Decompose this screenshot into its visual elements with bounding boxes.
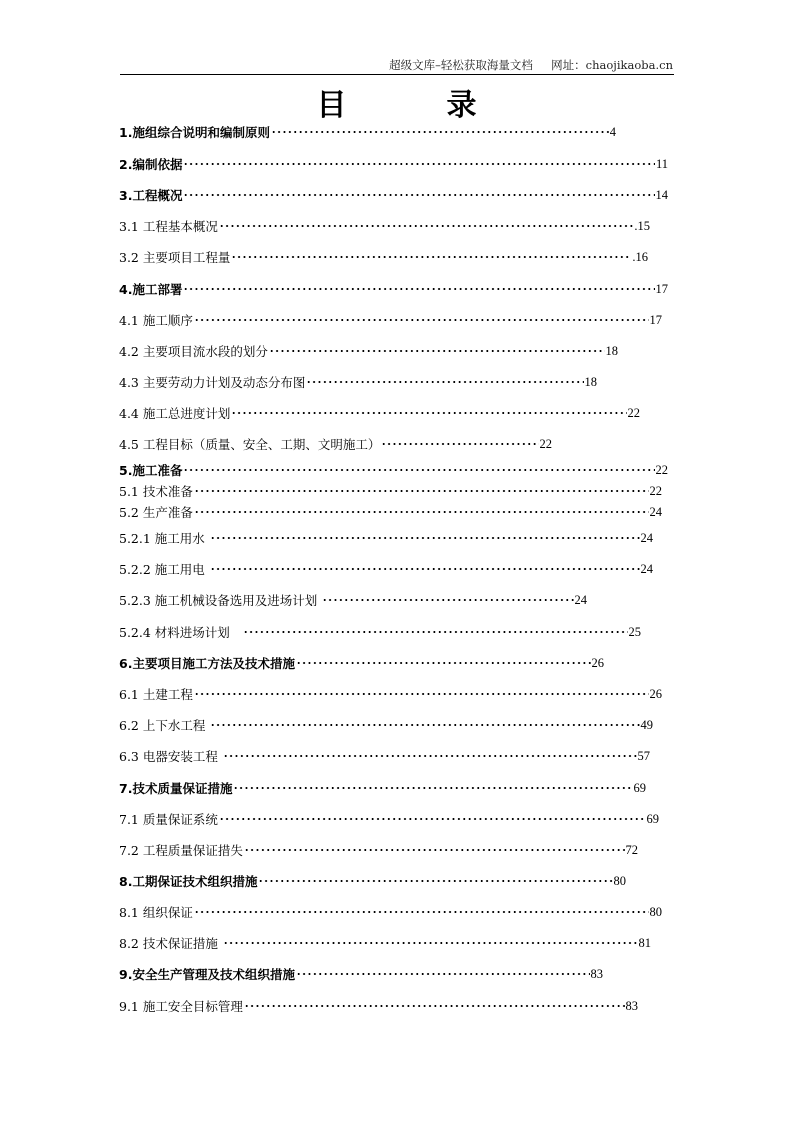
title-char-1: 目 (316, 88, 347, 123)
toc-entry[interactable] (119, 156, 668, 172)
toc-entry-title: 1.施组综合说明和编制原则 (119, 125, 270, 140)
toc-page-number: 17 (655, 281, 668, 296)
toc-page-number: 26 (591, 655, 604, 670)
toc-leader-dots (194, 318, 649, 322)
toc-leader-dots (210, 567, 640, 571)
toc-entry[interactable] (119, 561, 653, 577)
toc-entry[interactable] (119, 904, 662, 920)
toc-entry-title: 4.2 主要项目流水段的划分 (119, 344, 268, 359)
toc-entry-title: 3.2 主要项目工程量 (119, 250, 231, 265)
toc-entry-title: 4.3 主要劳动力计划及动态分布图 (119, 375, 306, 390)
toc-entry[interactable] (119, 343, 618, 359)
toc-page-number: 69 (633, 780, 646, 795)
toc-page-number: 24 (640, 561, 653, 576)
toc-leader-dots (306, 380, 583, 384)
toc-entry[interactable] (119, 842, 638, 858)
toc-entry-title: 5.2.3 施工机械设备选用及进场计划 (119, 593, 322, 608)
toc-leader-dots (233, 786, 632, 790)
toc-page-number: 22 (539, 436, 552, 451)
toc-page-number: .15 (634, 218, 650, 233)
toc-page-number: 14 (655, 187, 668, 202)
toc-entry-title: 7.2 工程质量保证措失 (119, 843, 243, 858)
toc-entry-title: 2.编制依据 (119, 157, 183, 172)
toc-entry-title: 5.2 生产准备 (119, 505, 193, 520)
toc-page-number: 83 (625, 998, 638, 1013)
toc-page-number: 4 (609, 124, 616, 139)
toc-entry-title: 4.5 工程目标（质量、安全、工期、文明施工） (119, 437, 381, 452)
toc-leader-dots (219, 817, 646, 821)
toc-leader-dots (296, 661, 591, 665)
toc-leader-dots (296, 972, 590, 976)
toc-page-number: 72 (625, 842, 638, 857)
toc-leader-dots (183, 162, 655, 166)
toc-page-number: 24 (574, 592, 587, 607)
toc-entry[interactable] (119, 717, 653, 733)
toc-leader-dots (322, 598, 573, 602)
toc-entry[interactable] (119, 748, 650, 764)
toc-entry-title: 8.1 组织保证 (119, 905, 193, 920)
toc-entry[interactable] (119, 592, 587, 608)
toc-leader-dots (183, 468, 654, 472)
toc-entry[interactable] (119, 811, 659, 827)
toc-page-number: 18 (584, 374, 597, 389)
toc-entry[interactable] (119, 935, 651, 951)
toc-entry[interactable] (119, 187, 668, 203)
toc-page-number: 22 (649, 483, 662, 498)
toc-page-number: 83 (590, 966, 603, 981)
toc-page-number: 69 (646, 811, 659, 826)
toc-page-number: 80 (613, 873, 626, 888)
toc-entry-title: 6.主要项目施工方法及技术措施 (119, 656, 295, 671)
toc-page-number: 24 (640, 530, 653, 545)
toc-entry[interactable] (119, 873, 626, 889)
toc-entry-title: 9.1 施工安全目标管理 (119, 999, 243, 1014)
toc-entry-title: 5.施工准备 (119, 463, 183, 478)
toc-entry-title: 4.4 施工总进度计划 (119, 406, 231, 421)
toc-entry-title: 3.1 工程基本概况 (119, 219, 218, 234)
toc-page-number: .16 (632, 249, 648, 264)
toc-entry[interactable] (119, 281, 668, 297)
toc-leader-dots (194, 692, 649, 696)
toc-entry[interactable] (119, 124, 616, 140)
toc-entry[interactable] (119, 624, 641, 640)
toc-entry[interactable] (119, 436, 552, 452)
toc-page-number: 49 (640, 717, 653, 732)
toc-entry[interactable] (119, 462, 668, 478)
toc-entry-title: 3.工程概况 (119, 188, 183, 203)
toc-page-number: 80 (649, 904, 662, 919)
toc-leader-dots (231, 411, 626, 415)
toc-entry[interactable] (119, 249, 648, 265)
toc-entry[interactable] (119, 966, 603, 982)
toc-leader-dots (223, 941, 638, 945)
toc-page-number: 18 (605, 343, 618, 358)
toc-page-number: 22 (655, 462, 668, 477)
page-title (0, 80, 793, 124)
toc-entry[interactable] (119, 218, 650, 234)
toc-entry-title: 6.1 土建工程 (119, 687, 193, 702)
toc-entry-title: 7.技术质量保证措施 (119, 781, 233, 796)
toc-entry-title: 5.2.2 施工用电 (119, 562, 209, 577)
toc-entry[interactable] (119, 312, 662, 328)
toc-entry[interactable] (119, 780, 646, 796)
toc-leader-dots (258, 879, 612, 883)
toc-entry-title: 9.安全生产管理及技术组织措施 (119, 967, 295, 982)
page-header: 超级文库–轻松获取海量文档 网址：chaojikaoba.cn (389, 58, 673, 72)
toc-entry-title: 8.工期保证技术组织措施 (119, 874, 258, 889)
toc-leader-dots (194, 910, 649, 914)
toc-leader-dots (231, 255, 631, 259)
toc-leader-dots (210, 536, 640, 540)
toc-entry-title: 7.1 质量保证系统 (119, 812, 218, 827)
toc-entry-title: 5.2.1 施工用水 (119, 531, 209, 546)
toc-leader-dots (183, 193, 654, 197)
toc-leader-dots (243, 630, 628, 634)
toc-leader-dots (219, 224, 634, 228)
toc-leader-dots (244, 1004, 625, 1008)
toc-entry-title: 4.1 施工顺序 (119, 313, 193, 328)
toc-entry-title: 6.2 上下水工程 (119, 718, 210, 733)
title-char-2: 录 (446, 88, 477, 123)
toc-leader-dots (210, 723, 639, 727)
toc-page-number: 22 (627, 405, 640, 420)
toc-page-number: 11 (655, 156, 668, 171)
toc-entry[interactable] (119, 998, 638, 1014)
toc-entry-title: 6.3 电器安装工程 (119, 749, 222, 764)
toc-page-number: 17 (649, 312, 662, 327)
toc-page-number: 24 (649, 504, 662, 519)
toc-entry[interactable] (119, 655, 604, 671)
header-divider (120, 74, 674, 75)
toc-page-number: 26 (649, 686, 662, 701)
toc-leader-dots (194, 510, 649, 514)
toc-entry[interactable] (119, 483, 662, 499)
toc-entry[interactable] (119, 405, 640, 421)
toc-entry[interactable] (119, 504, 662, 520)
toc-entry-title: 8.2 技术保证措施 (119, 936, 222, 951)
toc-page-number: 57 (637, 748, 650, 763)
toc-page-number: 25 (628, 624, 641, 639)
toc-entry[interactable] (119, 686, 662, 702)
toc-leader-dots (271, 130, 609, 134)
toc-entry-title: 5.2.4 材料进场计划 (119, 625, 242, 640)
toc-leader-dots (194, 489, 649, 493)
toc-page-number: 81 (638, 935, 651, 950)
toc-entry-title: 5.1 技术准备 (119, 484, 193, 499)
toc-leader-dots (183, 287, 654, 291)
toc-leader-dots (269, 349, 605, 353)
toc-leader-dots (223, 754, 637, 758)
toc-entry[interactable] (119, 530, 653, 546)
toc-leader-dots (244, 848, 625, 852)
toc-leader-dots (381, 442, 538, 446)
toc-entry[interactable] (119, 374, 597, 390)
toc-entry-title: 4.施工部署 (119, 282, 183, 297)
